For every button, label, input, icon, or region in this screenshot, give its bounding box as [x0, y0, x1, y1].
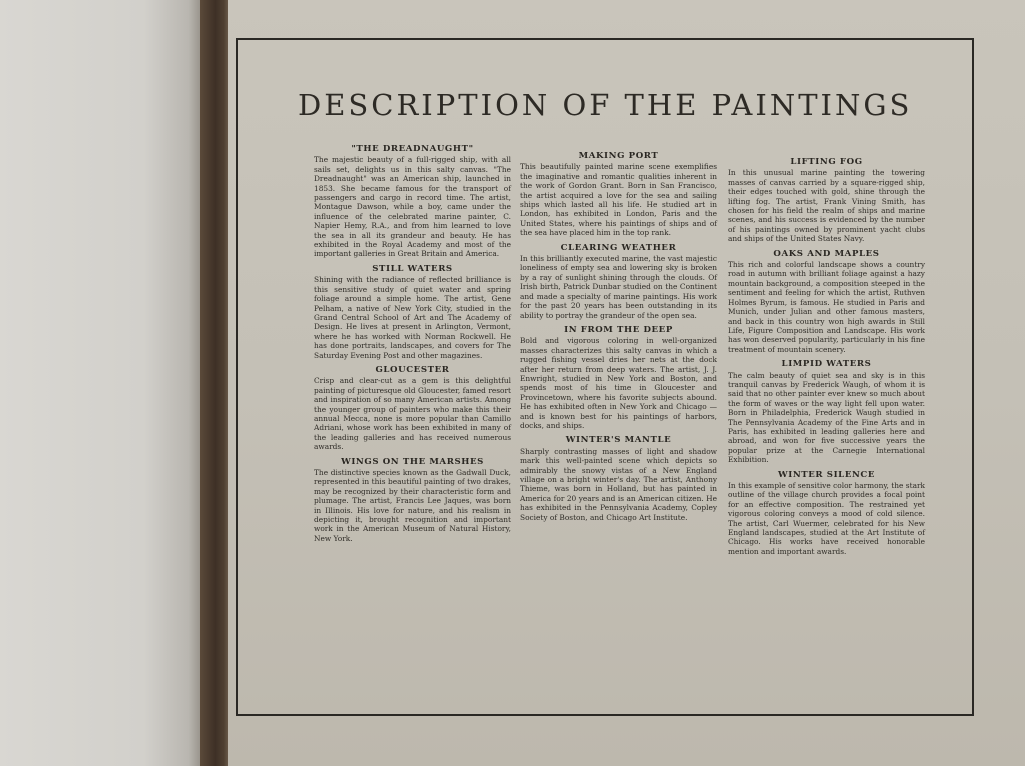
- section-body: Shining with the radiance of reflected brilliance is this sensitive study of quiet water and spring foliage around a simple home. The artist, Gene Pelham, a native of New York City, studied in the Grand Central School of Art and The Academy of Design. He lives at present in Arlington, Vermont, where he has worked with Norman Rockwell. He has done portraits, landscapes, and covers for The Saturday Evening Post and other magazines.: [314, 275, 511, 360]
- section-body: The calm beauty of quiet sea and sky is in this tranquil canvas by Frederick Waugh, of whom it is said that no other painter ever knew so much about the form of waves or the way light fell upon water. Born in Philadelphia, Frederick Waugh studied in The Pennsylvania Academy of the Fine Arts and in Paris, has exhibited in leading galleries here and abroad, and won for five successive years the popular prize at the Carnegie International Exhibition.: [728, 370, 925, 465]
- section-the-dreadnaught: [314, 145, 511, 259]
- section-body: In this example of sensitive color harmony, the stark outline of the village church provides a focal point for an effective composition. The restrained yet vigorous coloring conveys a mood of cold silence. The artist, Carl Wuermer, celebrated for his New England landscapes, studied at the Art Institute of Chicago. His works have received honorable mention and important awards.: [728, 481, 925, 556]
- section-body: The distinctive species known as the Gadwall Duck, represented in this beautiful painting of two drakes, may be recognized by their characteristic form and plumage. The artist, Francis Lee Jaques, was born in Illinois. His love for nature, and his realism in depicting it, brought recognition and important work in the American Museum of Natural History, New York.: [314, 468, 511, 543]
- section-clearing-weather: [520, 244, 717, 320]
- section-gloucester: [314, 366, 511, 452]
- section-heading: WINGS ON THE MARSHES: [341, 456, 484, 467]
- section-body: Crisp and clear-cut as a gem is this delightful painting of picturesque old Gloucester, famed resort and inspiration of so many American artists. Among the younger group of painters who make this their annual Mecca, none is more popular than Camillo Adriani, whose work has been exhibited in many of the leading galleries and has received numerous awards.: [314, 376, 511, 452]
- section-body: The majestic beauty of a full-rigged ship, with all sails set, delights us in this salty canvas. "The Dreadnaught" was an American ship, launched in 1853. She became famous for the transport of passengers and cargo in record time. The artist, Montague Dawson, while a boy, came under the influence of the celebrated marine painter, C. Napier Hemy, R.A., and from him learned to love the sea in all its grandeur and beauty. He has exhibited in the Royal Academy and most of the important galleries in Great Britain and America.: [314, 155, 511, 259]
- page-title: DESCRIPTION OF THE PAINTINGS: [298, 88, 913, 122]
- section-heading: "THE DREADNAUGHT": [351, 144, 474, 154]
- section-heading: MAKING PORT: [578, 151, 659, 161]
- section-body: Bold and vigorous coloring in well-organized masses characterizes this salty canvas in which a rugged fishing vessel dries her nets at the dock after her return from deep waters. The artist, J. J. Enwright, studied in New York and Boston, and spends most of his time in Gloucester and Provincetown, where his favorite subjects abound. He has exhibited often in New York and Chicago — and is known best for his paintings of harbors, docks, and ships.: [520, 336, 717, 430]
- section-body: Sharply contrasting masses of light and shadow mark this well-painted scene which depicts so admirably the snowy vistas of a New England village on a bright winter's day. The artist, Anthony Thieme, was born in Holland, but has painted in America for 20 years and is an American citizen. He has exhibited in the Pennsylvania Academy, Copley Society of Boston, and Chicago Art Institute.: [520, 446, 717, 522]
- section-heading: CLEARING WEATHER: [560, 242, 677, 253]
- column-1: [314, 145, 511, 549]
- section-winters-mantle: [520, 436, 717, 522]
- section-heading: GLOUCESTER: [375, 364, 450, 375]
- section-limpid-waters: [728, 360, 925, 464]
- column-2: [520, 152, 717, 528]
- section-heading: WINTER'S MANTLE: [565, 435, 672, 446]
- section-heading: IN FROM THE DEEP: [564, 324, 673, 335]
- section-heading: OAKS AND MAPLES: [773, 248, 880, 259]
- section-body: This rich and colorful landscape shows a country road in autumn with brilliant foliage against a hazy mountain background, a composition steeped in the sentiment and feeling for which the artist, Ruthven Holmes Byrum, is famous. He studied in Paris and Munich, under Julian and other famous masters, and back in this country won high awards in Still Life, Figure Composition and Landscape. His work has won deserved popularity, particularly in his fine treatment of mountain scenery.: [728, 260, 925, 354]
- section-in-from-the-deep: [520, 326, 717, 430]
- section-heading: WINTER SILENCE: [777, 469, 876, 480]
- left-page: [0, 0, 205, 766]
- section-body: In this unusual marine painting the towering masses of canvas carried by a square-rigged ship, their edges touched with gold, shine through the lifting fog. The artist, Frank Vining Smith, has chosen for his field the realm of ships and marine scenes, and his success is evidenced by the number of his paintings owned by prominent yacht clubs and ships of the United States Navy.: [728, 168, 925, 244]
- section-body: In this brilliantly executed marine, the vast majestic loneliness of empty sea and lowering sky is broken by a ray of sunlight shining through the clouds. Of Irish birth, Patrick Dunbar studied on the Continent and made a specialty of marine paintings. His work for the past 20 years has been outstanding in its ability to portray the grandeur of the open sea.: [520, 254, 717, 320]
- section-lifting-fog: [728, 158, 925, 244]
- column-3: [728, 158, 925, 562]
- section-heading: LIMPID WATERS: [781, 359, 872, 370]
- section-winter-silence: [728, 471, 925, 557]
- section-making-port: [520, 152, 717, 238]
- section-wings-on-the-marshes: [314, 458, 511, 544]
- section-still-waters: [314, 265, 511, 360]
- section-oaks-and-maples: [728, 250, 925, 354]
- section-body: This beautifully painted marine scene exemplifies the imaginative and romantic qualities inherent in the work of Gordon Grant. Born in San Francisco, the artist acquired a love for the sea and sailing ships which lasted all his life. He studied art in London, has exhibited in London, Paris and the United States, where his paintings of ships and of the sea have placed him in the top rank.: [520, 162, 717, 238]
- page-frame: [236, 38, 974, 716]
- section-heading: STILL WATERS: [372, 263, 453, 274]
- section-heading: LIFTING FOG: [790, 157, 863, 167]
